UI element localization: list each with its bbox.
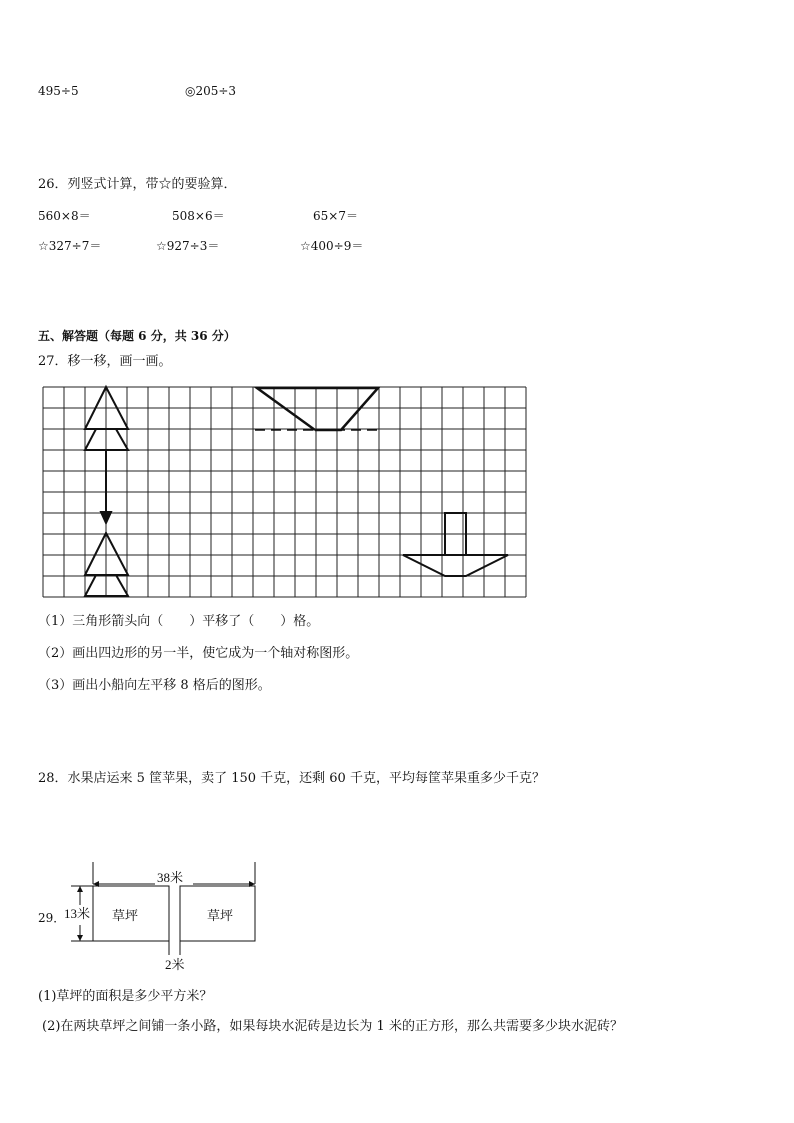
section-5-title: 五、解答题（每题 6 分，共 36 分）: [38, 329, 236, 343]
q27-prompt: 27．移一移，画一画。: [38, 354, 172, 369]
q29-sub1: (1)草坪的面积是多少平方米？: [38, 989, 213, 1004]
q27-sub2: （2）画出四边形的另一半，使它成为一个轴对称图形。: [38, 646, 359, 661]
q27-sub3: （3）画出小船向左平移 8 格后的图形。: [38, 678, 271, 693]
q29-number: 29．: [38, 911, 66, 925]
q26-item-6: ☆400÷9＝: [300, 239, 364, 253]
q27-sub1: （1）三角形箭头向（ ）平移了（ ）格。: [38, 614, 320, 629]
q29-sub2: (2)在两块草坪之间铺一条小路，如果每块水泥砖是边长为 1 米的正方形，那么共需要多少块水泥砖？: [42, 1019, 623, 1034]
gap-label: 2米: [165, 957, 185, 972]
q26-prompt: 26．列竖式计算，带☆的要验算．: [38, 177, 237, 192]
left-lawn-label: 草坪: [112, 909, 139, 924]
q28-text: 28．水果店运来 5 筐苹果，卖了 150 千克，还剩 60 千克，平均每筐苹果重多少千克？: [38, 771, 545, 786]
problem-205-div-3: ◎205÷3: [185, 84, 237, 98]
q26-item-5: ☆927÷3＝: [156, 239, 220, 253]
q26-item-4: ☆327÷7＝: [38, 239, 102, 253]
q26-item-1: 560×8＝: [38, 209, 91, 223]
problem-495-div-5: 495÷5: [38, 84, 79, 98]
q26-item-2: 508×6＝: [172, 209, 225, 223]
q26-item-3: 65×7＝: [313, 209, 358, 223]
width-label: 38米: [157, 870, 184, 885]
right-lawn-label: 草坪: [207, 909, 234, 924]
height-label: 13米: [64, 906, 91, 921]
